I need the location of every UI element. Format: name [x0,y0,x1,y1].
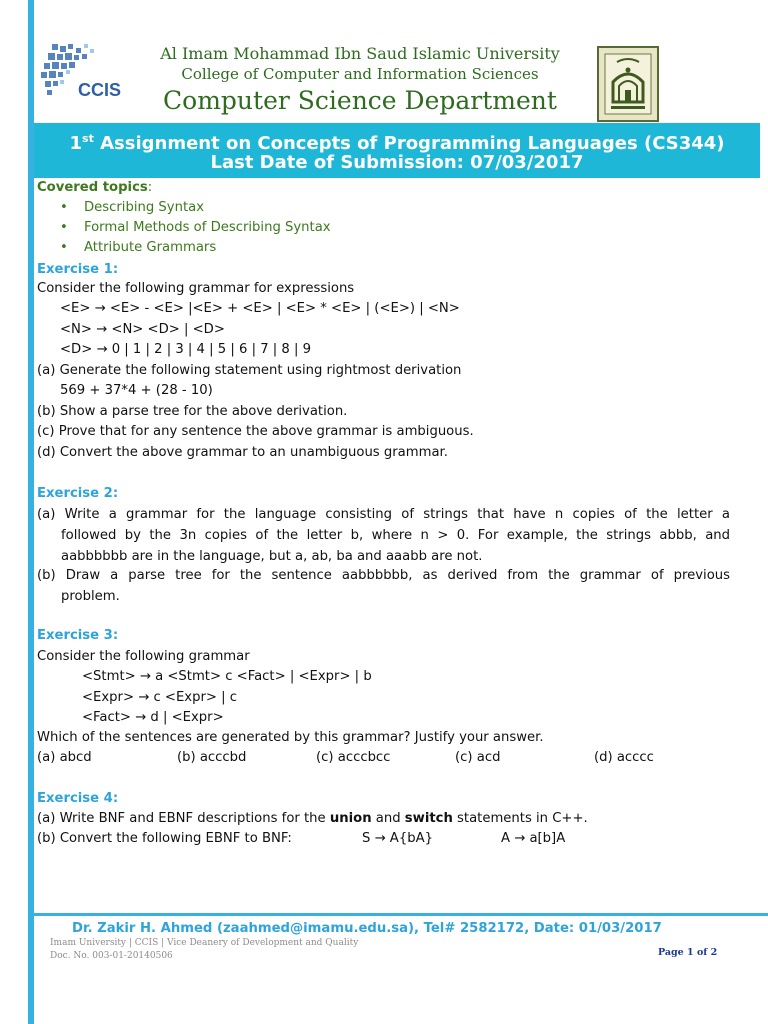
bullet-icon: • [60,220,68,235]
exercise-4-part-a-text: and [371,811,405,826]
assignment-title-text: Assignment on Concepts of Programming Languages (CS344) [93,133,725,154]
exercise-1-part-c: (c) Prove that for any sentence the above grammar is ambiguous. [37,424,474,439]
grammar-rule: <D> → 0 | 1 | 2 | 3 | 4 | 5 | 6 | 7 | 8 | 9 [60,342,312,357]
exercise-1-part-b: (b) Show a parse tree for the above derivation. [37,404,348,419]
exercise-1-expression: 569 + 37*4 + (28 - 10) [60,383,213,398]
assignment-banner [34,123,760,178]
assignment-ordinal-suffix: st [82,132,94,145]
covered-topics-label: Covered topics [37,180,148,195]
exercise-4-title: Exercise 4: [37,791,119,806]
topic-item: Formal Methods of Describing Syntax [84,220,331,235]
exercise-2-part-a-line: followed by the 3n copies of the letter b, where n > 0. For example, the strings abbb, and [61,528,730,543]
exercise-3-intro: Consider the following grammar [37,649,250,664]
exercise-1-title: Exercise 1: [37,262,119,277]
exercise-1-intro: Consider the following grammar for expressions [37,281,355,296]
university-seal-icon [597,46,659,122]
ebnf-rule: S → A{bA} [362,831,433,846]
footer-divider [28,913,768,916]
submission-deadline: Last Date of Submission: 07/03/2017 [210,152,584,173]
exercise-4-part-a [37,809,588,829]
ccis-logo-icon [38,40,130,110]
footer-author-line: Dr. Zakir H. Ahmed (zaahmed@imamu.edu.sa), Tel# 2582172, Date: 01/03/2017 [72,921,662,936]
answer-option: (a) abcd [37,750,92,765]
bullet-icon: • [60,200,68,215]
answer-option: (c) acd [455,750,501,765]
answer-option: (b) acccbd [177,750,247,765]
grammar-rule: <Stmt> → a <Stmt> c <Fact> | <Expr> | b [82,669,372,684]
exercise-1-part-a: (a) Generate the following statement using rightmost derivation [37,363,462,378]
exercise-4-part-a-text: statements in C++. [452,811,588,826]
keyword-switch: switch [404,811,453,826]
exercise-2-part-a [37,504,730,567]
exercise-2-part-b-line: (b) Draw a parse tree for the sentence aabbbbbb, as derived from the grammar of previous [37,568,730,583]
topic-item: Describing Syntax [84,200,205,215]
keyword-union: union [329,811,372,826]
ebnf-rule: A → a[b]A [501,831,566,846]
exercise-3-question: Which of the sentences are generated by this grammar? Justify your answer. [37,730,544,745]
footer-institution: Imam University | CCIS | Vice Deanery of Development and Quality [50,938,359,948]
exercise-4-part-b: (b) Convert the following EBNF to BNF: [37,831,292,846]
assignment-ordinal: 1 [69,133,83,154]
exercise-2-part-a-line: aabbbbbb are in the language, but a, ab, ba and aaabb are not. [61,549,483,564]
exercise-1-part-d: (d) Convert the above grammar to an unambiguous grammar. [37,445,448,460]
topic-item: Attribute Grammars [84,240,217,255]
answer-option: (d) acccc [594,750,654,765]
exercise-4-part-a-text: (a) Write BNF and EBNF descriptions for the [37,811,330,826]
department-name: Computer Science Department [163,86,557,115]
exercise-3-title: Exercise 3: [37,628,119,643]
covered-topics-colon: : [147,180,153,195]
page-number: Page 1 of 2 [658,947,718,958]
college-name: College of Computer and Information Sciences [181,65,539,83]
exercise-2-part-b-line: problem. [61,589,120,604]
grammar-rule: <N> → <N> <D> | <D> [60,322,225,337]
answer-option: (c) acccbcc [316,750,391,765]
footer-doc-number: Doc. No. 003-01-20140506 [50,951,173,961]
bullet-icon: • [60,240,68,255]
svg-text:CCIS: CCIS [78,80,122,100]
university-name: Al Imam Mohammad Ibn Saud Islamic University [160,44,560,63]
covered-topics-heading [37,178,152,198]
exercise-2-part-a-line: (a) Write a grammar for the language consisting of strings that have n copies of the letter a [37,507,730,522]
exercise-2-part-b [37,565,730,607]
grammar-rule: <E> → <E> - <E> |<E> + <E> | <E> * <E> | (<E>) | <N> [60,301,460,316]
grammar-rule: <Expr> → c <Expr> | c [82,690,238,705]
exercise-2-title: Exercise 2: [37,486,119,501]
grammar-rule: <Fact> → d | <Expr> [82,710,224,725]
